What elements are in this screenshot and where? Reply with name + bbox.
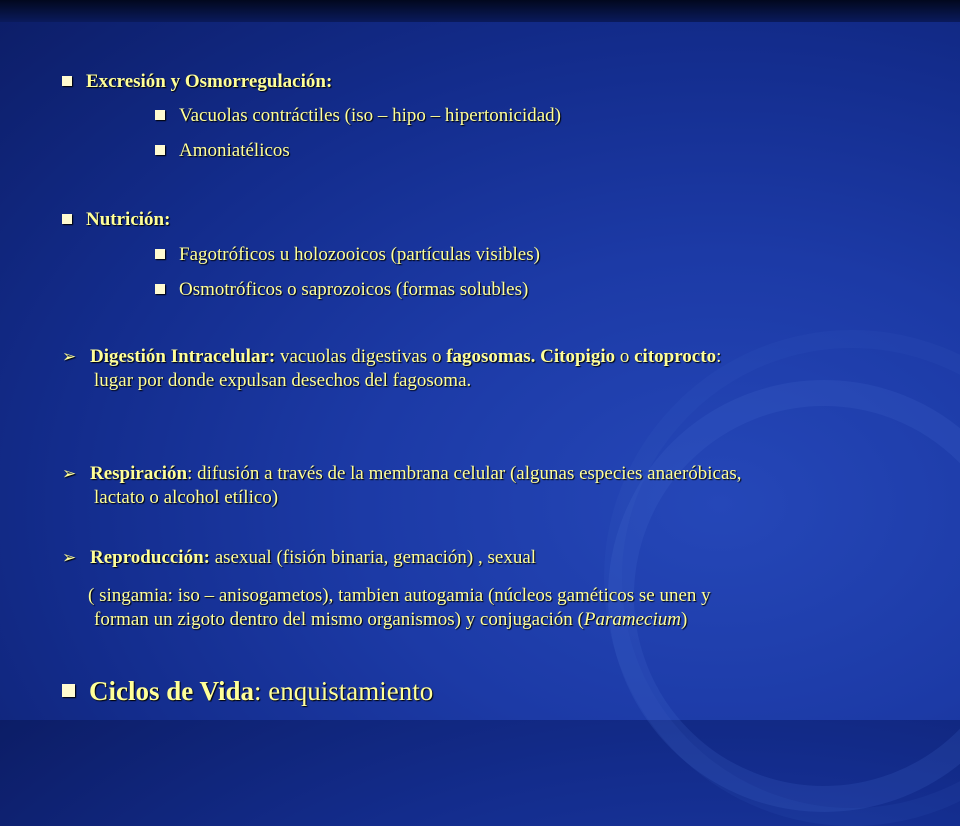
life-cycles-heading: Ciclos de Vida: enquistamiento — [62, 676, 433, 706]
digestion-line2: lugar por donde expulsan desechos del fagosoma. — [94, 370, 472, 391]
square-bullet-icon — [155, 145, 165, 155]
reproduction-paragraph: ➢ Reproducción: asexual (fisión binaria, gemación) , sexual — [62, 547, 537, 568]
excretion-item: Vacuolas contráctiles (iso – hipo – hipertonicidad) — [155, 105, 561, 127]
respiration-line2: lactato o alcohol etílico) — [94, 487, 279, 508]
reproduction-line3: forman un zigoto dentro del mismo organismos) y conjugación (Paramecium) — [94, 609, 688, 630]
excretion-item: Amoniatélicos — [155, 140, 290, 162]
square-bullet-icon — [62, 76, 72, 86]
arrow-bullet-icon: ➢ — [62, 464, 77, 483]
arrow-bullet-icon: ➢ — [62, 548, 77, 567]
nutrition-item: Osmotróficos o saprozoicos (formas solubles) — [155, 279, 528, 301]
respiration-paragraph: ➢ Respiración: difusión a través de la membrana celular (algunas especies anaeróbicas, — [62, 463, 742, 484]
square-bullet-icon — [155, 110, 165, 120]
nutrition-heading: Nutrición: — [62, 209, 170, 231]
excretion-heading: Excresión y Osmorregulación: — [62, 71, 332, 93]
arrow-bullet-icon: ➢ — [62, 347, 77, 366]
top-bar — [0, 0, 960, 22]
square-bullet-icon — [155, 249, 165, 259]
square-bullet-icon — [62, 214, 72, 224]
nutrition-item: Fagotróficos u holozooicos (partículas visibles) — [155, 244, 540, 266]
digestion-paragraph: ➢ Digestión Intracelular: vacuolas digestivas o fagosomas. Citopigio o citoprocto: — [62, 346, 722, 367]
square-bullet-icon — [62, 684, 75, 697]
square-bullet-icon — [155, 284, 165, 294]
reproduction-line2: ( singamia: iso – anisogametos), tambien autogamia (núcleos gaméticos se unen y — [88, 585, 711, 606]
